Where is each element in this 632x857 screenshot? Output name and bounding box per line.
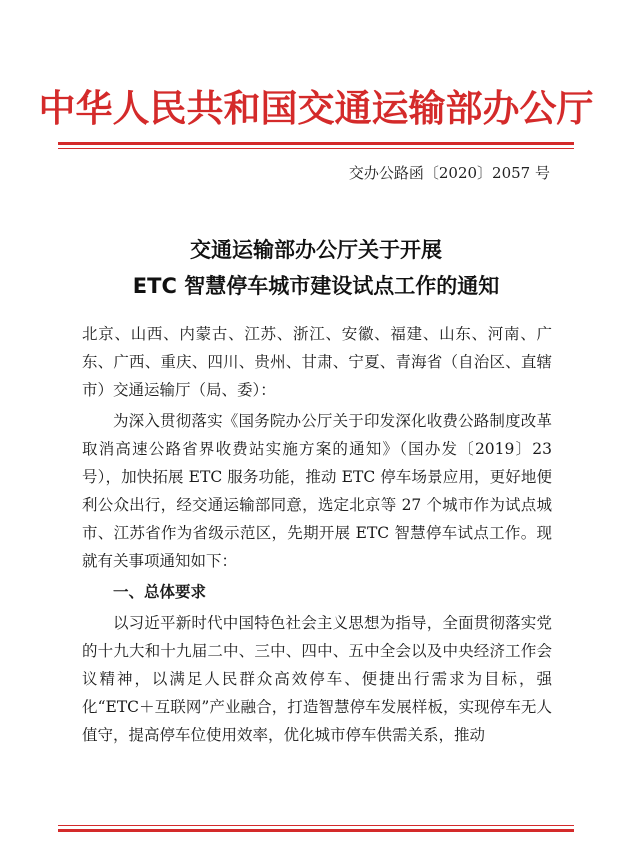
title-line-2: ETC 智慧停车城市建设试点工作的通知 <box>132 274 500 298</box>
header-rule-thin <box>58 148 574 149</box>
paragraph-general-requirements: 以习近平新时代中国特色社会主义思想为指导，全面贯彻落实党的十九大和十九届二中、三中、四中、五中全会以及中央经济工作会议精神，以满足人民群众高效停车、便捷出行需求为目标，强化“ETC＋互联网”产业融合，打造智慧停车发展样板，实现停车无人值守，提高停车位使用效率，优化城市停车供需关系，推动 <box>82 614 552 744</box>
footer-rule-thick <box>58 829 574 832</box>
paragraph-intro: 为深入贯彻落实《国务院办公厅关于印发深化收费公路制度改革取消高速公路省界收费站实施方案的通知》（国办发〔2019〕23号），加快拓展 ETC 服务功能，推动 ETC 停车场景应用，更好地便利公众出行，经交通运输部同意，选定北京等 27 个城市作为试点城市、江苏省作为省级示范区，先期开展 ETC 智慧停车试点工作。现就有关事项通知如下： <box>82 412 552 570</box>
document-title <box>0 233 632 303</box>
document-body <box>82 320 552 752</box>
header-rule-thick <box>58 142 574 145</box>
footer-rule-thin <box>58 825 574 826</box>
title-line-1: 交通运输部办公厅关于开展 <box>190 238 442 262</box>
addressees: 北京、山西、内蒙古、江苏、浙江、安徽、福建、山东、河南、广东、广西、重庆、四川、贵州、甘肃、宁夏、青海省（自治区、直辖市）交通运输厅（局、委）： <box>82 325 552 399</box>
document-number: 交办公路函〔2020〕2057 号 <box>348 164 550 182</box>
issuer-header: 中华人民共和国交通运输部办公厅 <box>38 87 594 130</box>
section-heading-general-requirements: 一、总体要求 <box>113 583 207 601</box>
